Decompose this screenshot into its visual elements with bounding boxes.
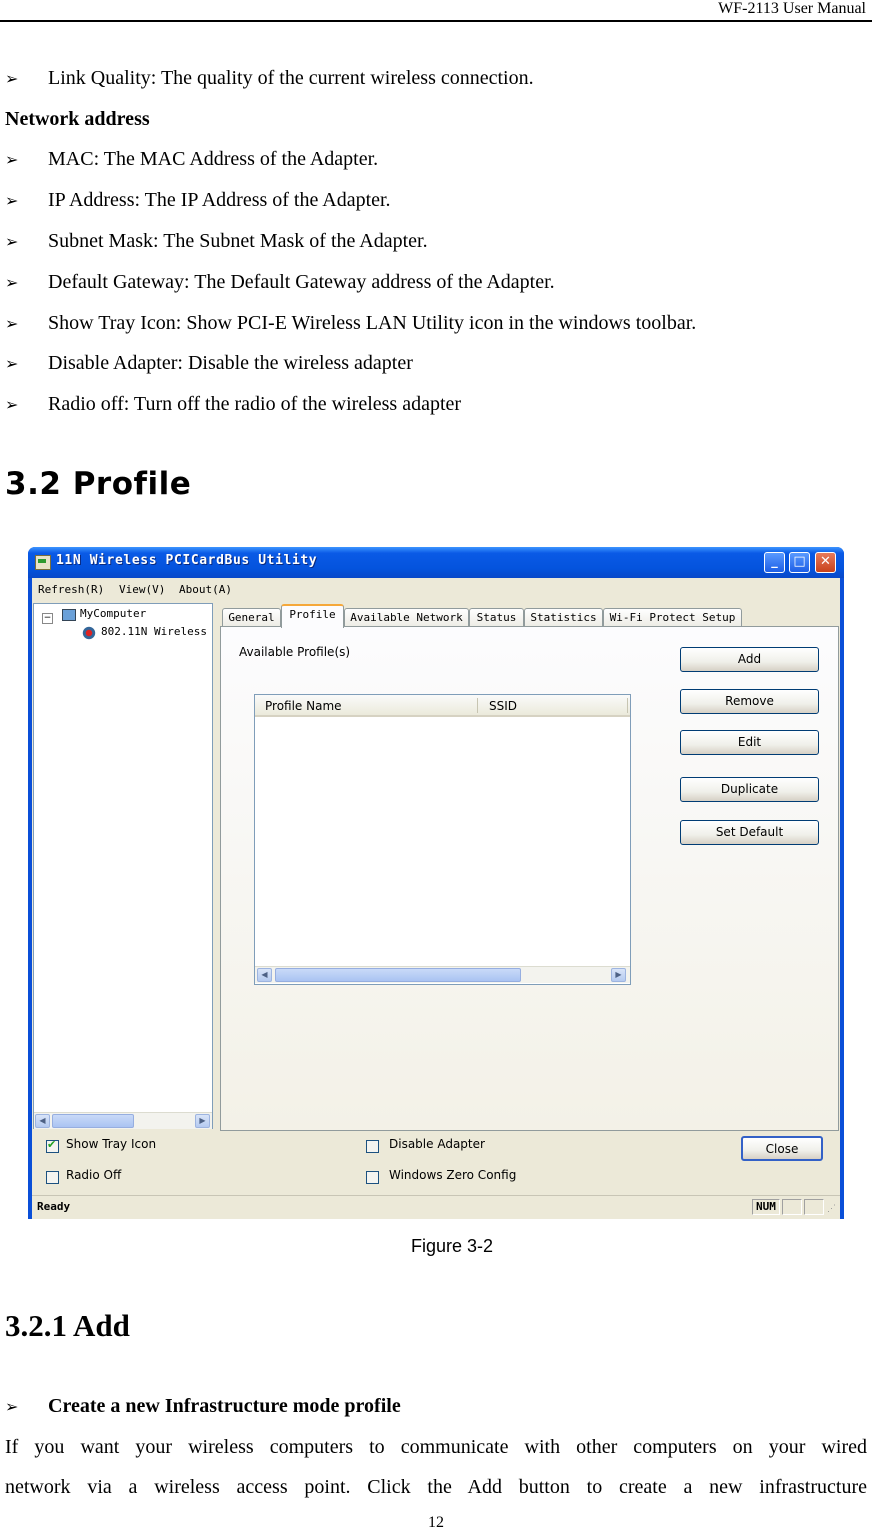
column-ssid[interactable]: SSID	[489, 699, 518, 713]
tab-status[interactable]: Status	[469, 608, 524, 627]
bullet-tray-icon: ➢ Show Tray Icon: Show PCI-E Wireless LAN Utility icon in the windows toolbar.	[5, 312, 697, 334]
radio-off-label: Radio Off	[66, 1168, 122, 1182]
section-heading-profile: 3.2 Profile	[5, 466, 192, 502]
profile-tab-page	[220, 626, 839, 1131]
tree-node-mycomputer[interactable]: MyComputer	[80, 607, 147, 620]
arrow-bullet-icon: ➢	[5, 273, 19, 292]
arrow-bullet-icon: ➢	[5, 1397, 19, 1416]
utility-window	[28, 547, 844, 1219]
minimize-icon: _	[771, 554, 778, 569]
profile-list[interactable]	[254, 694, 631, 985]
arrow-bullet-icon: ➢	[5, 354, 19, 373]
resize-grip-icon[interactable]: ⋰	[827, 1204, 836, 1214]
tab-panel	[220, 604, 839, 1131]
paragraph-line-2: network via a wireless access point. Click the Add button to create a new infrastructure	[5, 1476, 867, 1498]
list-horizontal-scrollbar[interactable]	[255, 966, 630, 983]
figure-caption: Figure 3-2	[410, 1236, 494, 1256]
available-profiles-label: Available Profile(s)	[239, 645, 351, 659]
windows-zero-config-checkbox[interactable]	[366, 1171, 379, 1184]
close-icon: ✕	[820, 554, 831, 569]
bullet-link-quality: ➢ Link Quality: The quality of the current wireless connection.	[5, 67, 534, 89]
scroll-left-icon[interactable]: ◀	[35, 1114, 50, 1128]
status-bar	[32, 1195, 840, 1218]
add-button[interactable]: Add	[680, 647, 819, 672]
scroll-thumb[interactable]	[275, 968, 521, 982]
bullet-gateway: ➢ Default Gateway: The Default Gateway address of the Adapter.	[5, 271, 555, 293]
arrow-bullet-icon: ➢	[5, 314, 19, 333]
header-rule	[0, 20, 872, 22]
window-title: 11N Wireless PCICardBus Utility	[56, 553, 318, 568]
menu-view[interactable]: View(V)	[119, 583, 166, 596]
scroll-right-icon[interactable]: ▶	[611, 968, 626, 982]
bullet-subnet: ➢ Subnet Mask: The Subnet Mask of the Adapter.	[5, 230, 428, 252]
close-button[interactable]: Close	[741, 1136, 823, 1161]
tab-wifi-protect-setup[interactable]: Wi-Fi Protect Setup	[603, 608, 742, 627]
arrow-bullet-icon: ➢	[5, 395, 19, 414]
arrow-bullet-icon: ➢	[5, 69, 19, 88]
show-tray-icon-checkbox[interactable]	[46, 1140, 59, 1153]
tab-available-network[interactable]: Available Network	[344, 608, 469, 627]
bullet-create-profile: ➢ Create a new Infrastructure mode profile	[5, 1395, 401, 1417]
windows-zero-config-label: Windows Zero Config	[389, 1168, 517, 1182]
bullet-disable-adapter: ➢ Disable Adapter: Disable the wireless adapter	[5, 352, 413, 374]
app-icon	[35, 555, 51, 570]
disable-adapter-checkbox[interactable]	[366, 1140, 379, 1153]
title-bar[interactable]	[28, 547, 844, 578]
scroll-thumb[interactable]	[52, 1114, 134, 1128]
tree-node-adapter[interactable]: 802.11N Wireless	[101, 625, 207, 638]
tab-general[interactable]: General	[222, 608, 281, 627]
paragraph-line-1: If you want your wireless computers to communicate with other computers on your wired	[5, 1436, 867, 1458]
minimize-button[interactable]	[764, 552, 785, 573]
status-cell	[782, 1199, 802, 1215]
window-client-area	[32, 578, 840, 1219]
wireless-adapter-icon	[82, 626, 96, 640]
menu-refresh[interactable]: Refresh(R)	[38, 583, 105, 596]
radio-off-checkbox[interactable]	[46, 1171, 59, 1184]
column-separator	[477, 698, 478, 713]
subsection-heading-add: 3.2.1 Add	[5, 1308, 130, 1343]
duplicate-button[interactable]: Duplicate	[680, 777, 819, 802]
profile-list-header	[255, 695, 630, 717]
arrow-bullet-icon: ➢	[5, 150, 19, 169]
collapse-icon[interactable]: −	[43, 613, 52, 623]
tab-profile[interactable]: Profile	[281, 604, 344, 628]
num-lock-indicator: NUM	[752, 1199, 780, 1215]
tab-statistics[interactable]: Statistics	[524, 608, 603, 627]
page-number: 12	[428, 1514, 444, 1531]
bullet-ip: ➢ IP Address: The IP Address of the Adapter.	[5, 189, 391, 211]
edit-button[interactable]: Edit	[680, 730, 819, 755]
maximize-button[interactable]	[789, 552, 810, 573]
column-separator	[627, 698, 628, 713]
close-window-button[interactable]	[815, 552, 836, 573]
remove-button[interactable]: Remove	[680, 689, 819, 714]
scroll-left-icon[interactable]: ◀	[257, 968, 272, 982]
scroll-right-icon[interactable]: ▶	[195, 1114, 210, 1128]
menu-about[interactable]: About(A)	[179, 583, 232, 596]
arrow-bullet-icon: ➢	[5, 191, 19, 210]
show-tray-icon-label: Show Tray Icon	[66, 1137, 157, 1151]
bullet-mac: ➢ MAC: The MAC Address of the Adapter.	[5, 148, 379, 170]
bullet-radio-off: ➢ Radio off: Turn off the radio of the wireless adapter	[5, 393, 462, 415]
device-tree[interactable]	[33, 603, 213, 1129]
network-address-heading: Network address	[5, 108, 150, 130]
set-default-button[interactable]: Set Default	[680, 820, 819, 845]
column-profile-name[interactable]: Profile Name	[265, 699, 342, 713]
computer-icon	[62, 609, 76, 621]
maximize-icon: □	[793, 554, 806, 569]
arrow-bullet-icon: ➢	[5, 232, 19, 251]
status-text: Ready	[37, 1200, 71, 1213]
status-cell	[804, 1199, 824, 1215]
menu-bar	[32, 578, 840, 598]
disable-adapter-label: Disable Adapter	[389, 1137, 485, 1151]
manual-header: WF-2113 User Manual	[718, 0, 866, 17]
tree-horizontal-scrollbar[interactable]	[34, 1112, 212, 1129]
